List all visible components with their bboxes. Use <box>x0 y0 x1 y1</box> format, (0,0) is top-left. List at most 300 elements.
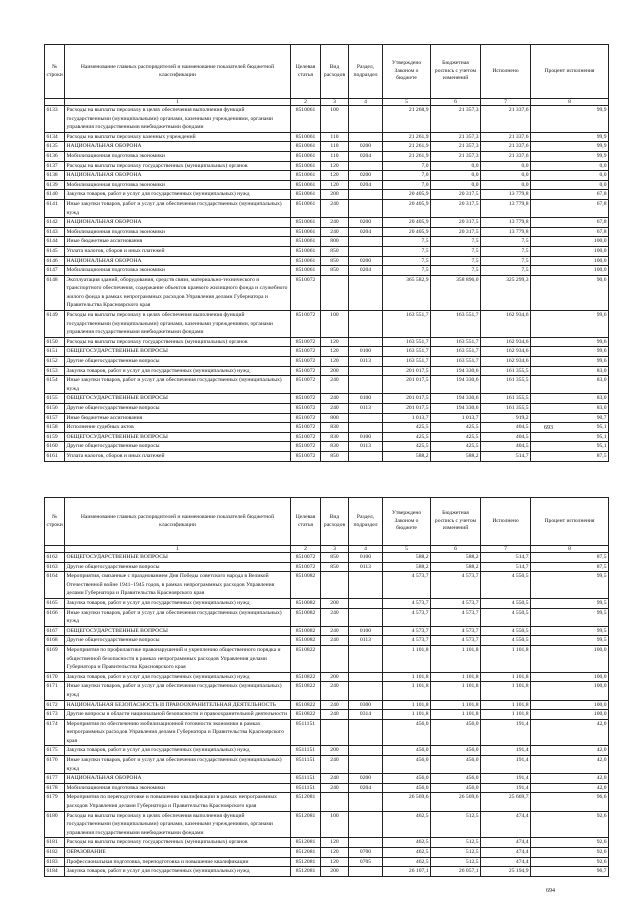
table-row <box>45 275 609 310</box>
expense-type-cell: 240 <box>321 404 349 414</box>
executed-amount-cell: 0,0 <box>481 161 531 171</box>
item-name-cell: Закупка товаров, работ и услуг для государственных (муниципальных) нужд <box>65 672 291 682</box>
target-article-cell: 8510061 <box>291 246 321 256</box>
execution-percent-cell: 0,0 <box>531 161 609 171</box>
column-header-executed-amount: Исполнено <box>481 498 531 546</box>
expense-type-cell: 120 <box>321 857 349 867</box>
table-row <box>45 376 609 394</box>
executed-amount-cell: 404,5 <box>481 432 531 442</box>
row-number-cell: 6166 <box>45 608 65 626</box>
execution-percent-cell: 100,0 <box>531 256 609 266</box>
table-row <box>45 394 609 404</box>
section-cell <box>349 811 383 838</box>
column-index: 6 <box>431 99 481 106</box>
approved-amount-cell: 4 573,7 <box>383 626 431 636</box>
approved-amount-cell: 163 551,7 <box>383 337 431 347</box>
table-row <box>45 106 609 133</box>
table-row <box>45 636 609 646</box>
table-row <box>45 451 609 461</box>
execution-percent-cell: 99,5 <box>531 608 609 626</box>
column-index: 1 <box>65 546 291 553</box>
expense-type-cell: 850 <box>321 266 349 276</box>
budget-schedule-cell: 20 317,5 <box>431 190 481 200</box>
column-index: 5 <box>383 99 431 106</box>
execution-percent-cell: 67,8 <box>531 227 609 237</box>
executed-amount-cell: 4 550,5 <box>481 608 531 626</box>
budget-schedule-cell: 4 573,7 <box>431 636 481 646</box>
section-cell: 0113 <box>349 442 383 452</box>
table-row <box>45 337 609 347</box>
section-cell <box>349 719 383 746</box>
section-cell: 0204 <box>349 227 383 237</box>
budget-schedule-cell: 588,2 <box>431 451 481 461</box>
execution-percent-cell: 90,7 <box>531 413 609 423</box>
approved-amount-cell: 456,0 <box>383 746 431 756</box>
target-article-cell: 8510072 <box>291 423 321 433</box>
executed-amount-cell: 4 550,5 <box>481 572 531 599</box>
table-row <box>45 793 609 811</box>
expense-type-cell: 120 <box>321 347 349 357</box>
execution-percent-cell: 99,5 <box>531 572 609 599</box>
table-row <box>45 867 609 877</box>
section-cell <box>349 572 383 599</box>
budget-schedule-cell: 194 330,6 <box>431 376 481 394</box>
target-article-cell: 8510061 <box>291 237 321 247</box>
executed-amount-cell: 25 669,7 <box>481 793 531 811</box>
row-number-cell: 6157 <box>45 413 65 423</box>
expense-type-cell: 850 <box>321 553 349 563</box>
column-index: 8 <box>531 99 609 106</box>
target-article-cell: 8510082 <box>291 608 321 626</box>
execution-percent-cell: 99,5 <box>531 598 609 608</box>
column-header-executed-amount: Исполнено <box>481 45 531 99</box>
executed-amount-cell: 4 550,5 <box>481 598 531 608</box>
expense-type-cell: 100 <box>321 311 349 338</box>
approved-amount-cell: 20 405,9 <box>383 218 431 228</box>
executed-amount-cell: 4 550,5 <box>481 636 531 646</box>
execution-percent-cell: 83,0 <box>531 394 609 404</box>
table-row <box>45 598 609 608</box>
section-cell: 0113 <box>349 636 383 646</box>
column-index: 3 <box>321 99 349 106</box>
table-row <box>45 783 609 793</box>
item-name-cell: НАЦИОНАЛЬНАЯ ОБОРОНА <box>65 171 291 181</box>
executed-amount-cell: 0,0 <box>481 180 531 190</box>
target-article-cell: 8510061 <box>291 106 321 133</box>
column-header-budget-schedule: Бюджетная роспись с учетом изменений <box>431 45 481 99</box>
item-name-cell: Иные закупки товаров, работ и услуг для обеспечения государственных (муниципальных) нужд <box>65 608 291 626</box>
expense-type-cell: 850 <box>321 562 349 572</box>
execution-percent-cell: 90,6 <box>531 275 609 310</box>
column-index: 8 <box>531 546 609 553</box>
section-cell: 0204 <box>349 266 383 276</box>
column-index-row <box>45 99 609 106</box>
budget-schedule-cell: 7,5 <box>431 246 481 256</box>
item-name-cell: НАЦИОНАЛЬНАЯ ОБОРОНА <box>65 256 291 266</box>
column-index <box>45 546 65 553</box>
column-header-budget-schedule: Бюджетная роспись с учетом изменений <box>431 498 481 546</box>
expense-type-cell: 120 <box>321 848 349 858</box>
row-number-cell: 6137 <box>45 161 65 171</box>
target-article-cell: 8510061 <box>291 161 321 171</box>
item-name-cell: Другие общегосударственные вопросы <box>65 636 291 646</box>
section-cell: 0113 <box>349 562 383 572</box>
item-name-cell: Иные бюджетные ассигнования <box>65 413 291 423</box>
item-name-cell: Мероприятия по обеспечению мобилизационной готовности экономики в рамках непрограммных расходов Управления делами Губернатора и Правительства Красноярского края <box>65 719 291 746</box>
approved-amount-cell: 4 573,7 <box>383 636 431 646</box>
table-row <box>45 413 609 423</box>
item-name-cell: Закупка товаров, работ и услуг для государственных (муниципальных) нужд <box>65 598 291 608</box>
budget-schedule-cell: 163 551,7 <box>431 357 481 367</box>
target-article-cell: 8512081 <box>291 857 321 867</box>
row-number-cell: 6170 <box>45 672 65 682</box>
table-row <box>45 366 609 376</box>
executed-amount-cell: 21 337,6 <box>481 151 531 161</box>
execution-percent-cell: 99,5 <box>531 636 609 646</box>
execution-percent-cell: 92,6 <box>531 838 609 848</box>
row-number-cell: 6148 <box>45 275 65 310</box>
item-name-cell: Расходы на выплаты персоналу казенных учреждений <box>65 132 291 142</box>
row-number-cell: 6151 <box>45 347 65 357</box>
budget-schedule-cell: 512,5 <box>431 838 481 848</box>
budget-schedule-cell: 194 330,6 <box>431 404 481 414</box>
section-cell: 0100 <box>349 347 383 357</box>
execution-percent-cell: 95,1 <box>531 442 609 452</box>
target-article-cell: 8510061 <box>291 132 321 142</box>
budget-schedule-cell: 20 317,5 <box>431 218 481 228</box>
table-row <box>45 682 609 700</box>
executed-amount-cell: 474,4 <box>481 857 531 867</box>
budget-schedule-cell: 425,5 <box>431 442 481 452</box>
executed-amount-cell: 514,7 <box>481 553 531 563</box>
column-header-execution-percent: Процент исполнения <box>531 498 609 546</box>
approved-amount-cell: 21 261,9 <box>383 151 431 161</box>
page-number: 693 <box>544 425 553 431</box>
table-row <box>45 442 609 452</box>
section-cell: 0100 <box>349 553 383 563</box>
approved-amount-cell: 462,5 <box>383 811 431 838</box>
table-row <box>45 608 609 626</box>
table-row <box>45 719 609 746</box>
approved-amount-cell: 26 569,6 <box>383 793 431 811</box>
approved-amount-cell: 4 573,7 <box>383 572 431 599</box>
approved-amount-cell: 21 261,9 <box>383 142 431 152</box>
expense-type-cell: 120 <box>321 357 349 367</box>
budget-schedule-cell: 194 330,6 <box>431 394 481 404</box>
executed-amount-cell: 1 101,8 <box>481 672 531 682</box>
execution-percent-cell: 95,1 <box>531 423 609 433</box>
row-number-cell: 6181 <box>45 838 65 848</box>
column-index: 4 <box>349 99 383 106</box>
budget-schedule-cell: 588,2 <box>431 553 481 563</box>
item-name-cell: Другие общегосударственные вопросы <box>65 562 291 572</box>
executed-amount-cell: 13 779,8 <box>481 190 531 200</box>
expense-type-cell: 800 <box>321 237 349 247</box>
table-row <box>45 746 609 756</box>
table-row <box>45 161 609 171</box>
executed-amount-cell: 1 101,8 <box>481 700 531 710</box>
table-row <box>45 347 609 357</box>
item-name-cell: Исполнение судебных актов <box>65 423 291 433</box>
approved-amount-cell: 7,5 <box>383 246 431 256</box>
target-article-cell: 8510082 <box>291 626 321 636</box>
column-header-target-article: Целевая статья <box>291 45 321 99</box>
budget-schedule-cell: 4 573,7 <box>431 572 481 599</box>
executed-amount-cell: 919,2 <box>481 413 531 423</box>
row-number-cell: 6152 <box>45 357 65 367</box>
budget-table-page-694 <box>44 497 609 877</box>
expense-type-cell: 830 <box>321 432 349 442</box>
target-article-cell: 8510061 <box>291 171 321 181</box>
approved-amount-cell: 4 573,7 <box>383 598 431 608</box>
item-name-cell: Иные закупки товаров, работ и услуг для обеспечения государственных (муниципальных) нужд <box>65 376 291 394</box>
item-name-cell: Расходы на выплаты персоналу государственных (муниципальных) органов <box>65 161 291 171</box>
target-article-cell: 8510072 <box>291 311 321 338</box>
expense-type-cell <box>321 645 349 672</box>
budget-schedule-cell: 7,5 <box>431 266 481 276</box>
approved-amount-cell: 462,5 <box>383 857 431 867</box>
row-number-cell: 6173 <box>45 710 65 720</box>
item-name-cell: Мероприятия, связанные с празднованием Дня Победы советского народа в Великой Отечественной войне 1941–1945 годов, в рамках непрограммных расходов Управления делами Губернатора и Правительства Красноярского края <box>65 572 291 599</box>
target-article-cell: 8510822 <box>291 645 321 672</box>
budget-schedule-cell: 512,5 <box>431 811 481 838</box>
expense-type-cell: 850 <box>321 451 349 461</box>
table-row <box>45 357 609 367</box>
executed-amount-cell: 191,4 <box>481 746 531 756</box>
executed-amount-cell: 404,5 <box>481 442 531 452</box>
item-name-cell: Другие общегосударственные вопросы <box>65 442 291 452</box>
row-number-cell: 6178 <box>45 783 65 793</box>
approved-amount-cell: 20 405,9 <box>383 199 431 217</box>
row-number-cell: 6135 <box>45 142 65 152</box>
target-article-cell: 8510072 <box>291 413 321 423</box>
approved-amount-cell: 21 268,9 <box>383 106 431 133</box>
budget-schedule-cell: 0,0 <box>431 161 481 171</box>
executed-amount-cell: 474,4 <box>481 838 531 848</box>
item-name-cell: ОБРАЗОВАНИЕ <box>65 848 291 858</box>
approved-amount-cell: 163 551,7 <box>383 357 431 367</box>
approved-amount-cell: 4 573,7 <box>383 608 431 626</box>
item-name-cell: Расходы на выплаты персоналу государственных (муниципальных) органов <box>65 838 291 848</box>
budget-schedule-cell: 512,5 <box>431 857 481 867</box>
budget-schedule-cell: 163 551,7 <box>431 347 481 357</box>
expense-type-cell <box>321 572 349 599</box>
item-name-cell: Профессиональная подготовка, переподготовка и повышение квалификации <box>65 857 291 867</box>
item-name-cell: Закупка товаров, работ и услуг для государственных (муниципальных) нужд <box>65 366 291 376</box>
target-article-cell: 8510822 <box>291 672 321 682</box>
target-article-cell: 8510072 <box>291 357 321 367</box>
row-number-cell: 6150 <box>45 337 65 347</box>
executed-amount-cell: 13 779,8 <box>481 199 531 217</box>
expense-type-cell: 240 <box>321 376 349 394</box>
budget-schedule-cell: 163 551,7 <box>431 311 481 338</box>
target-article-cell: 8510061 <box>291 151 321 161</box>
row-number-cell: 6153 <box>45 366 65 376</box>
execution-percent-cell: 99,6 <box>531 347 609 357</box>
table-row <box>45 151 609 161</box>
expense-type-cell: 110 <box>321 142 349 152</box>
item-name-cell: НАЦИОНАЛЬНАЯ ОБОРОНА <box>65 218 291 228</box>
item-name-cell: Мобилизационная подготовка экономики <box>65 266 291 276</box>
item-name-cell: Иные закупки товаров, работ и услуг для обеспечения государственных (муниципальных) нужд <box>65 199 291 217</box>
budget-schedule-cell: 0,0 <box>431 180 481 190</box>
target-article-cell: 8510072 <box>291 442 321 452</box>
approved-amount-cell: 1 101,8 <box>383 682 431 700</box>
budget-schedule-cell: 7,5 <box>431 237 481 247</box>
column-header-approved-amount: Утверждено Законом о бюджете <box>383 45 431 99</box>
execution-percent-cell: 42,0 <box>531 774 609 784</box>
row-number-cell: 6159 <box>45 432 65 442</box>
expense-type-cell: 120 <box>321 180 349 190</box>
table-row <box>45 774 609 784</box>
target-article-cell: 8512081 <box>291 811 321 838</box>
section-cell: 0300 <box>349 700 383 710</box>
table-row <box>45 423 609 433</box>
budget-schedule-cell: 26 569,6 <box>431 793 481 811</box>
executed-amount-cell: 162 934,6 <box>481 311 531 338</box>
executed-amount-cell: 325 299,3 <box>481 275 531 310</box>
execution-percent-cell: 42,0 <box>531 783 609 793</box>
budget-schedule-cell: 456,0 <box>431 719 481 746</box>
target-article-cell: 8511151 <box>291 719 321 746</box>
column-header-execution-percent: Процент исполнения <box>531 45 609 99</box>
target-article-cell: 8510082 <box>291 636 321 646</box>
item-name-cell: Закупка товаров, работ и услуг для государственных (муниципальных) нужд <box>65 746 291 756</box>
expense-type-cell: 120 <box>321 171 349 181</box>
budget-schedule-cell: 21 357,3 <box>431 132 481 142</box>
table-row <box>45 432 609 442</box>
item-name-cell: Расходы на выплаты персоналу в целях обеспечения выполнения функций государственными (муниципальными) органами, казенными учреждениями, органами управления государственными внебюджетными фондами <box>65 106 291 133</box>
section-cell <box>349 366 383 376</box>
approved-amount-cell: 201 017,5 <box>383 376 431 394</box>
column-header-item-name: Наименование главных распорядителей и наименование показателей бюджетной классификации <box>65 45 291 99</box>
row-number-cell: 6163 <box>45 562 65 572</box>
item-name-cell: ОБЩЕГОСУДАРСТВЕННЫЕ ВОПРОСЫ <box>65 553 291 563</box>
execution-percent-cell: 92,6 <box>531 811 609 838</box>
table-row <box>45 626 609 636</box>
execution-percent-cell: 100,0 <box>531 246 609 256</box>
table-row <box>45 553 609 563</box>
target-article-cell: 8510072 <box>291 394 321 404</box>
section-cell: 0113 <box>349 404 383 414</box>
expense-type-cell: 240 <box>321 682 349 700</box>
expense-type-cell: 120 <box>321 337 349 347</box>
target-article-cell: 8510072 <box>291 337 321 347</box>
section-cell <box>349 376 383 394</box>
target-article-cell: 8510072 <box>291 275 321 310</box>
budget-schedule-cell: 1 101,8 <box>431 700 481 710</box>
column-header-section: Раздел, подраздел <box>349 498 383 546</box>
budget-schedule-cell: 4 573,7 <box>431 608 481 626</box>
target-article-cell: 8511151 <box>291 774 321 784</box>
budget-schedule-cell: 588,2 <box>431 562 481 572</box>
budget-schedule-cell: 425,5 <box>431 423 481 433</box>
approved-amount-cell: 163 551,7 <box>383 347 431 357</box>
row-number-cell: 6146 <box>45 256 65 266</box>
section-cell <box>349 199 383 217</box>
approved-amount-cell: 1 013,7 <box>383 413 431 423</box>
row-number-cell: 6142 <box>45 218 65 228</box>
row-number-cell: 6154 <box>45 376 65 394</box>
item-name-cell: Мобилизационная подготовка экономики <box>65 227 291 237</box>
executed-amount-cell: 514,7 <box>481 451 531 461</box>
table-row <box>45 227 609 237</box>
table-row <box>45 132 609 142</box>
approved-amount-cell: 21 261,9 <box>383 132 431 142</box>
column-index <box>45 99 65 106</box>
table-row <box>45 562 609 572</box>
expense-type-cell: 240 <box>321 783 349 793</box>
row-number-cell: 6174 <box>45 719 65 746</box>
approved-amount-cell: 456,0 <box>383 756 431 774</box>
section-cell <box>349 682 383 700</box>
approved-amount-cell: 456,0 <box>383 783 431 793</box>
expense-type-cell: 120 <box>321 838 349 848</box>
table-row <box>45 190 609 200</box>
execution-percent-cell: 99,9 <box>531 151 609 161</box>
target-article-cell: 8510061 <box>291 256 321 266</box>
budget-schedule-cell: 20 317,5 <box>431 227 481 237</box>
expense-type-cell: 110 <box>321 132 349 142</box>
budget-schedule-cell: 512,5 <box>431 848 481 858</box>
section-cell: 0113 <box>349 357 383 367</box>
target-article-cell: 8510072 <box>291 451 321 461</box>
expense-type-cell: 830 <box>321 442 349 452</box>
column-index: 2 <box>291 99 321 106</box>
row-number-cell: 6161 <box>45 451 65 461</box>
approved-amount-cell: 1 101,8 <box>383 645 431 672</box>
expense-type-cell: 200 <box>321 190 349 200</box>
executed-amount-cell: 474,4 <box>481 848 531 858</box>
item-name-cell: Уплата налогов, сборов и иных платежей <box>65 246 291 256</box>
section-cell: 0100 <box>349 432 383 442</box>
table-row <box>45 710 609 720</box>
table-row <box>45 848 609 858</box>
execution-percent-cell: 87,5 <box>531 553 609 563</box>
execution-percent-cell: 100,0 <box>531 645 609 672</box>
executed-amount-cell: 161 355,5 <box>481 394 531 404</box>
section-cell: 0314 <box>349 710 383 720</box>
section-cell: 0100 <box>349 626 383 636</box>
execution-percent-cell: 67,8 <box>531 190 609 200</box>
target-article-cell: 8510061 <box>291 180 321 190</box>
row-number-cell: 6184 <box>45 867 65 877</box>
budget-schedule-cell: 425,5 <box>431 432 481 442</box>
expense-type-cell: 850 <box>321 256 349 266</box>
execution-percent-cell: 100,0 <box>531 700 609 710</box>
item-name-cell: Мобилизационная подготовка экономики <box>65 783 291 793</box>
column-header-approved-amount: Утверждено Законом о бюджете <box>383 498 431 546</box>
executed-amount-cell: 191,4 <box>481 756 531 774</box>
target-article-cell: 8512081 <box>291 793 321 811</box>
executed-amount-cell: 13 779,8 <box>481 227 531 237</box>
target-article-cell: 8512081 <box>291 848 321 858</box>
budget-schedule-cell: 7,5 <box>431 256 481 266</box>
execution-percent-cell: 92,6 <box>531 857 609 867</box>
row-number-cell: 6145 <box>45 246 65 256</box>
expense-type-cell: 200 <box>321 746 349 756</box>
approved-amount-cell: 456,0 <box>383 719 431 746</box>
budget-schedule-cell: 456,0 <box>431 756 481 774</box>
approved-amount-cell: 588,2 <box>383 553 431 563</box>
expense-type-cell: 100 <box>321 106 349 133</box>
target-article-cell: 8510072 <box>291 562 321 572</box>
execution-percent-cell: 99,5 <box>531 626 609 636</box>
header-row <box>45 45 609 99</box>
expense-type-cell: 830 <box>321 423 349 433</box>
row-number-cell: 6158 <box>45 423 65 433</box>
item-name-cell: Мобилизационная подготовка экономики <box>65 151 291 161</box>
